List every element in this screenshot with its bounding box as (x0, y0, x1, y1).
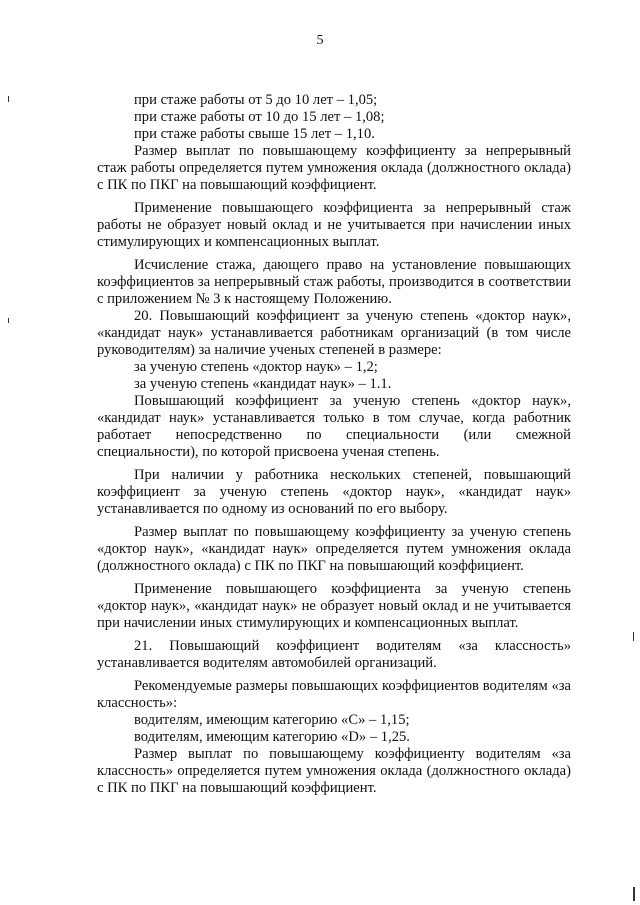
section-21-paragraph: 21. Повышающий коэффициент водителям «за классность» устанавливается водителям автомобилей организаций. (97, 638, 571, 671)
paragraph: При наличии у работника нескольких степеней, повышающий коэффициент за ученую степень «доктор наук», «кандидат наук» устанавливается по одному из оснований по его выбору. (97, 467, 571, 517)
scan-mark-left-mid (8, 318, 9, 323)
list-item: при стаже работы свыше 15 лет – 1,10. (134, 126, 375, 142)
list-item: за ученую степень «кандидат наук» – 1.1. (134, 376, 392, 392)
page-number: 5 (316, 33, 324, 48)
list-item: за ученую степень «доктор наук» – 1,2; (134, 359, 378, 375)
scan-mark-left-top (8, 96, 9, 102)
paragraph: Исчисление стажа, дающего право на установление повышающих коэффициентов за непрерывный стаж работы, производится в соответствии с приложением № 3 к настоящему Положению. (97, 257, 571, 307)
list-item: при стаже работы от 5 до 10 лет – 1,05; (134, 92, 378, 108)
paragraph: Размер выплат по повышающему коэффициенту за ученую степень «доктор наук», «кандидат наук» определяется путем умножения оклада (должностного оклада) с ПК по ПКГ на повышающий коэффициент. (97, 524, 571, 574)
paragraph: Размер выплат по повышающему коэффициенту за непрерывный стаж работы определяется путем умножения оклада (должностного оклада) с ПК по ПКГ на повышающий коэффициент. (97, 143, 571, 193)
list-item: водителям, имеющим категорию «C» – 1,15; (134, 712, 410, 728)
paragraph: Применение повышающего коэффициента за непрерывный стаж работы не образует новый оклад и не учитывается при начислении иных стимулирующих и компенсационных выплат. (97, 200, 571, 250)
paragraph: Размер выплат по повышающему коэффициенту водителям «за классность» определяется путем умножения оклада (должностного оклада) с ПК по ПКГ на повышающий коэффициент. (97, 746, 571, 796)
paragraph: Применение повышающего коэффициента за ученую степень «доктор наук», «кандидат наук» не образует новый оклад и не учитывается при начислении иных стимулирующих и компенсационных выплат. (97, 581, 571, 631)
scan-mark-right-mid (633, 632, 634, 641)
scan-mark-right-bottom (633, 887, 635, 901)
paragraph: Повышающий коэффициент за ученую степень «доктор наук», «кандидат наук» устанавливается только в том случае, когда работник работает непосредственно по специальности (или смежной специальности), по которой присвоена ученая степень. (97, 393, 571, 460)
section-20-paragraph: 20. Повышающий коэффициент за ученую степень «доктор наук», «кандидат наук» устанавливается работникам организаций (в том числе руководителям) за наличие ученых степеней в размере: (97, 308, 571, 358)
document-body (97, 92, 571, 797)
paragraph: Рекомендуемые размеры повышающих коэффициентов водителям «за классность»: (97, 678, 571, 711)
list-item: водителям, имеющим категорию «D» – 1,25. (134, 729, 410, 745)
list-item: при стаже работы от 10 до 15 лет – 1,08; (134, 109, 385, 125)
